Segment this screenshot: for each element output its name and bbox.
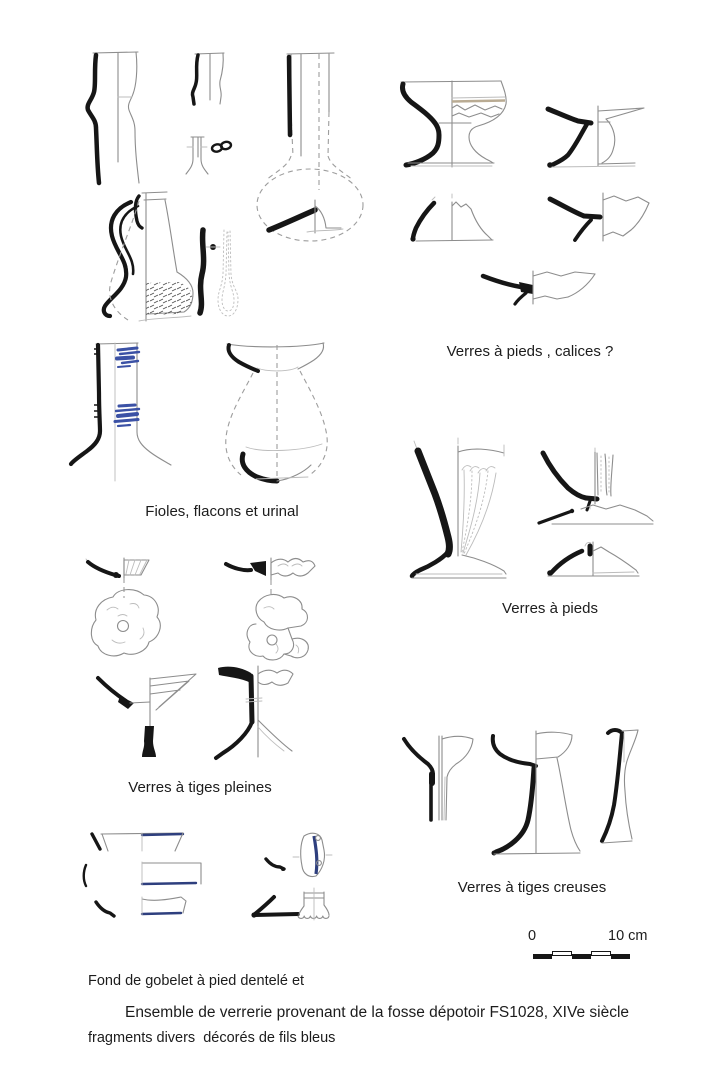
long-neck-flask <box>257 53 363 241</box>
wavy-rod-fragment <box>200 230 220 313</box>
label-calices: Verres à pieds , calices ? <box>446 343 614 360</box>
urinal <box>226 343 327 481</box>
scale-bar-end: 10 cm <box>608 928 648 944</box>
body-fragment-blue-bottom <box>84 862 201 886</box>
foot-fragment-dentate <box>226 558 315 598</box>
hollow-stem-cup-left <box>404 736 473 820</box>
label-tiges-creuses: Verres à tiges creuses <box>457 879 607 896</box>
infinity-mark <box>211 141 231 152</box>
rosette-plan-view-left <box>91 590 160 656</box>
blue-threads-lower <box>115 405 139 426</box>
label-tiges-pleines: Verres à tiges pleines <box>128 779 272 796</box>
scale-bar-segment <box>552 951 571 956</box>
scale-bar <box>520 928 670 964</box>
blue-striped-sherd <box>266 833 332 876</box>
drawing-group-tiges-creuses <box>395 720 695 862</box>
funnel-fragment-solid-stem <box>98 674 196 757</box>
scale-bar-start: 0 <box>528 928 537 944</box>
rosette-plan-view-right <box>247 595 308 660</box>
ribbed-stem-with-foot-fragment <box>539 448 653 524</box>
drawing-group-fiole-urinal <box>60 335 355 485</box>
label-fioles: Fioles, flacons et urinal <box>145 503 299 520</box>
label-gobelet-line2: fragments divers décorés de fils bleus <box>88 1030 336 1046</box>
scale-bar-track <box>533 951 630 959</box>
foot-fragment-small <box>410 194 493 242</box>
blue-thread-bottle <box>71 343 171 481</box>
label-pieds: Verres à pieds <box>502 600 598 617</box>
scale-bar-segment <box>572 954 591 959</box>
tiny-base-fragment <box>186 137 208 174</box>
hollow-stem-tall-right <box>602 730 638 843</box>
scale-bar-segment <box>533 954 552 959</box>
blue-threads-upper <box>117 348 139 367</box>
label-gobelet-line1: Fond de gobelet à pied dentelé et <box>88 973 305 989</box>
drawing-group-verres-a-pieds <box>400 430 700 595</box>
drawing-group-fioles-flacons <box>60 40 370 335</box>
stippled-loop-handle <box>218 230 238 316</box>
scale-bar-segment <box>591 951 610 956</box>
ribbed-stem-goblet <box>412 438 506 578</box>
stemmed-vessel-fragment <box>547 106 644 168</box>
foot-fragment-bottom <box>483 271 595 304</box>
conical-foot-fragment <box>547 542 639 576</box>
figure-caption: Ensemble de verrerie provenant de la fosse dépotoir FS1028, XIVe siècle <box>124 1004 630 1021</box>
dentate-goblet-foot <box>251 888 329 920</box>
small-neck-fragment <box>192 53 224 104</box>
tall-flask-neck <box>88 52 139 183</box>
drawing-group-gobelet-fragments <box>75 825 360 925</box>
drawing-group-tiges-pleines <box>60 550 360 778</box>
solid-stem-trumpet-foot <box>216 666 293 758</box>
rim-fragment-blue-top <box>92 833 183 851</box>
handle-fragment <box>104 196 142 316</box>
rim-fragment-wavy <box>96 897 186 916</box>
y-shaped-foot-fragment <box>550 193 649 241</box>
hollow-stem-goblet-middle <box>492 731 581 856</box>
large-chalice <box>401 81 506 167</box>
drawing-group-calices <box>395 75 700 325</box>
scale-bar-segment <box>611 954 630 959</box>
